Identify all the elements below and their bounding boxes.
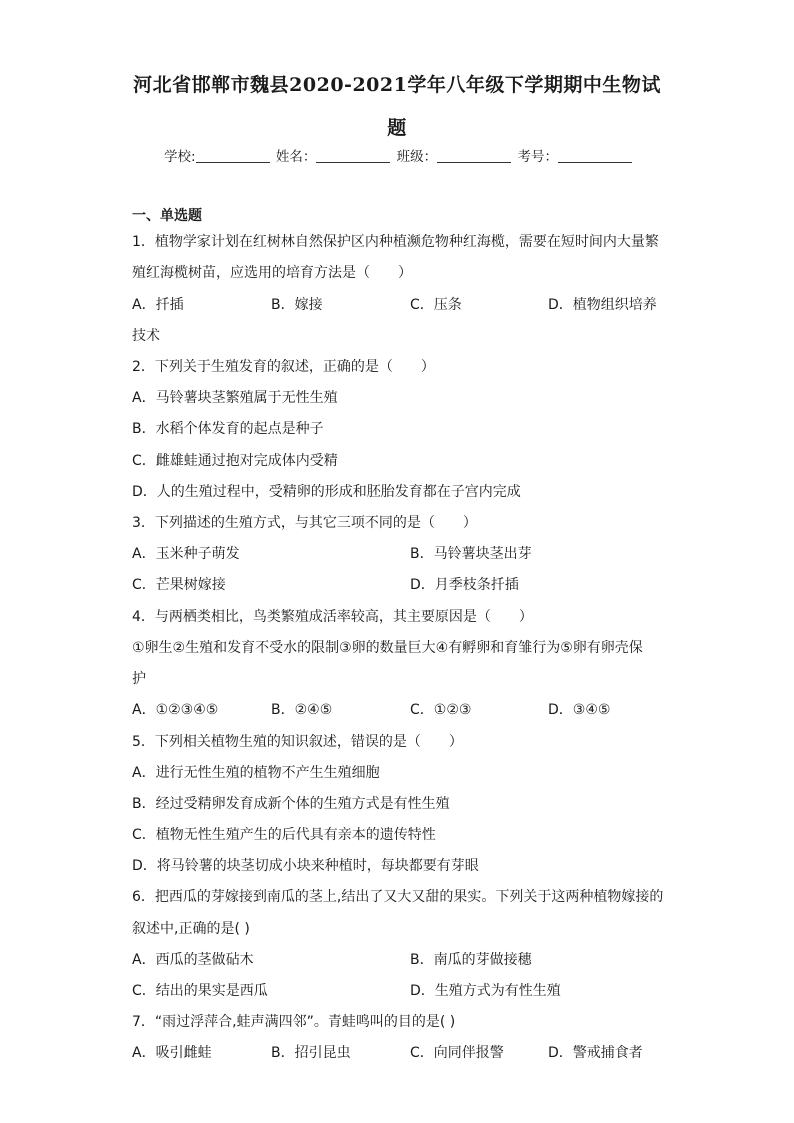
question-4-option-b[interactable]: B．②④⑤ xyxy=(271,702,333,718)
question-7-option-d[interactable]: D．警戒捕食者 xyxy=(548,1045,643,1061)
question-1-stem-line1: 1．植物学家计划在红树林自然保护区内种植濒危物种红海榄，需要在短时间内大量繁 xyxy=(132,234,659,250)
question-7-option-b[interactable]: B．招引昆虫 xyxy=(271,1045,351,1061)
question-6-option-d[interactable]: D．生殖方式为有性生殖 xyxy=(410,983,561,999)
question-4-stem-line2: ①卵生②生殖和发育不受水的限制③卵的数量巨大④有孵卵和育雏行为⑤卵有卵壳保 xyxy=(132,640,643,656)
question-2-option-c[interactable]: C．雌雄蛙通过抱对完成体内受精 xyxy=(132,453,338,469)
question-1-option-d[interactable]: D．植物组织培养 xyxy=(548,297,657,313)
question-6-stem-line2: 叙述中,正确的是( ) xyxy=(132,921,250,937)
question-3-stem: 3．下列描述的生殖方式，与其它三项不同的是（ ） xyxy=(132,515,477,531)
question-6-option-a[interactable]: A．西瓜的茎做砧木 xyxy=(132,952,254,968)
question-3-option-d[interactable]: D．月季枝条扦插 xyxy=(410,577,519,593)
class-label: 班级： xyxy=(396,149,438,165)
question-6-option-b[interactable]: B．南瓜的芽做接穗 xyxy=(410,952,532,968)
question-5-option-a[interactable]: A．进行无性生殖的植物不产生生殖细胞 xyxy=(132,765,380,781)
question-4-stem-line1: 4．与两栖类相比，鸟类繁殖成活率较高，其主要原因是（ ） xyxy=(132,609,533,625)
question-7-option-c[interactable]: C．向同伴报警 xyxy=(410,1045,504,1061)
question-3-option-c[interactable]: C．芒果树嫁接 xyxy=(132,577,226,593)
question-1-stem-line2: 殖红海榄树苗，应选用的培育方法是（ ） xyxy=(132,265,412,281)
name-label: 姓名： xyxy=(275,149,317,165)
question-2-stem: 2．下列关于生殖发育的叙述，正确的是（ ） xyxy=(132,359,435,375)
class-blank[interactable] xyxy=(437,148,511,163)
exam-title-line1: 河北省邯郸市魏县2020-2021学年八年级下学期期中生物试 xyxy=(133,74,661,96)
school-blank[interactable] xyxy=(196,148,270,163)
question-4-option-d[interactable]: D．③④⑤ xyxy=(548,702,611,718)
question-1-option-a[interactable]: A．扦插 xyxy=(132,297,184,313)
section-title: 一、单选题 xyxy=(132,208,202,224)
question-7-option-a[interactable]: A．吸引雌蛙 xyxy=(132,1045,212,1061)
question-7-stem: 7．“雨过浮萍合,蛙声满四邻”。青蛙鸣叫的目的是( ) xyxy=(132,1014,456,1030)
question-2-option-b[interactable]: B．水稻个体发育的起点是种子 xyxy=(132,421,324,437)
exam-no-blank[interactable] xyxy=(558,148,632,163)
question-3-option-b[interactable]: B．马铃薯块茎出芽 xyxy=(410,546,532,562)
exam-title-line2: 题 xyxy=(387,117,407,139)
question-1-option-d-wrap: 技术 xyxy=(132,328,160,344)
question-6-stem-line1: 6．把西瓜的芽嫁接到南瓜的茎上,结出了又大又甜的果实。下列关于这两种植物嫁接的 xyxy=(132,889,664,905)
question-1-option-c[interactable]: C．压条 xyxy=(410,297,462,313)
question-1-option-b[interactable]: B．嫁接 xyxy=(271,297,323,313)
question-6-option-c[interactable]: C．结出的果实是西瓜 xyxy=(132,983,268,999)
question-5-option-b[interactable]: B．经过受精卵发育成新个体的生殖方式是有性生殖 xyxy=(132,796,450,812)
question-4-stem-line3: 护 xyxy=(132,671,146,687)
question-5-option-d[interactable]: D．将马铃薯的块茎切成小块来种植时，每块都要有芽眼 xyxy=(132,858,479,874)
question-2-option-d[interactable]: D．人的生殖过程中，受精卵的形成和胚胎发育都在子宫内完成 xyxy=(132,484,521,500)
question-3-option-a[interactable]: A．玉米种子萌发 xyxy=(132,546,240,562)
name-blank[interactable] xyxy=(316,148,390,163)
exam-no-label: 考号： xyxy=(517,149,558,165)
question-5-option-c[interactable]: C．植物无性生殖产生的后代具有亲本的遗传特性 xyxy=(132,827,436,843)
question-4-option-a[interactable]: A．①②③④⑤ xyxy=(132,702,219,718)
question-2-option-a[interactable]: A．马铃薯块茎繁殖属于无性生殖 xyxy=(132,390,338,406)
question-5-stem: 5．下列相关植物生殖的知识叙述，错误的是（ ） xyxy=(132,734,463,750)
student-info-line xyxy=(164,145,634,165)
question-4-option-c[interactable]: C．①②③ xyxy=(410,702,472,718)
school-label: 学校: xyxy=(164,149,196,165)
